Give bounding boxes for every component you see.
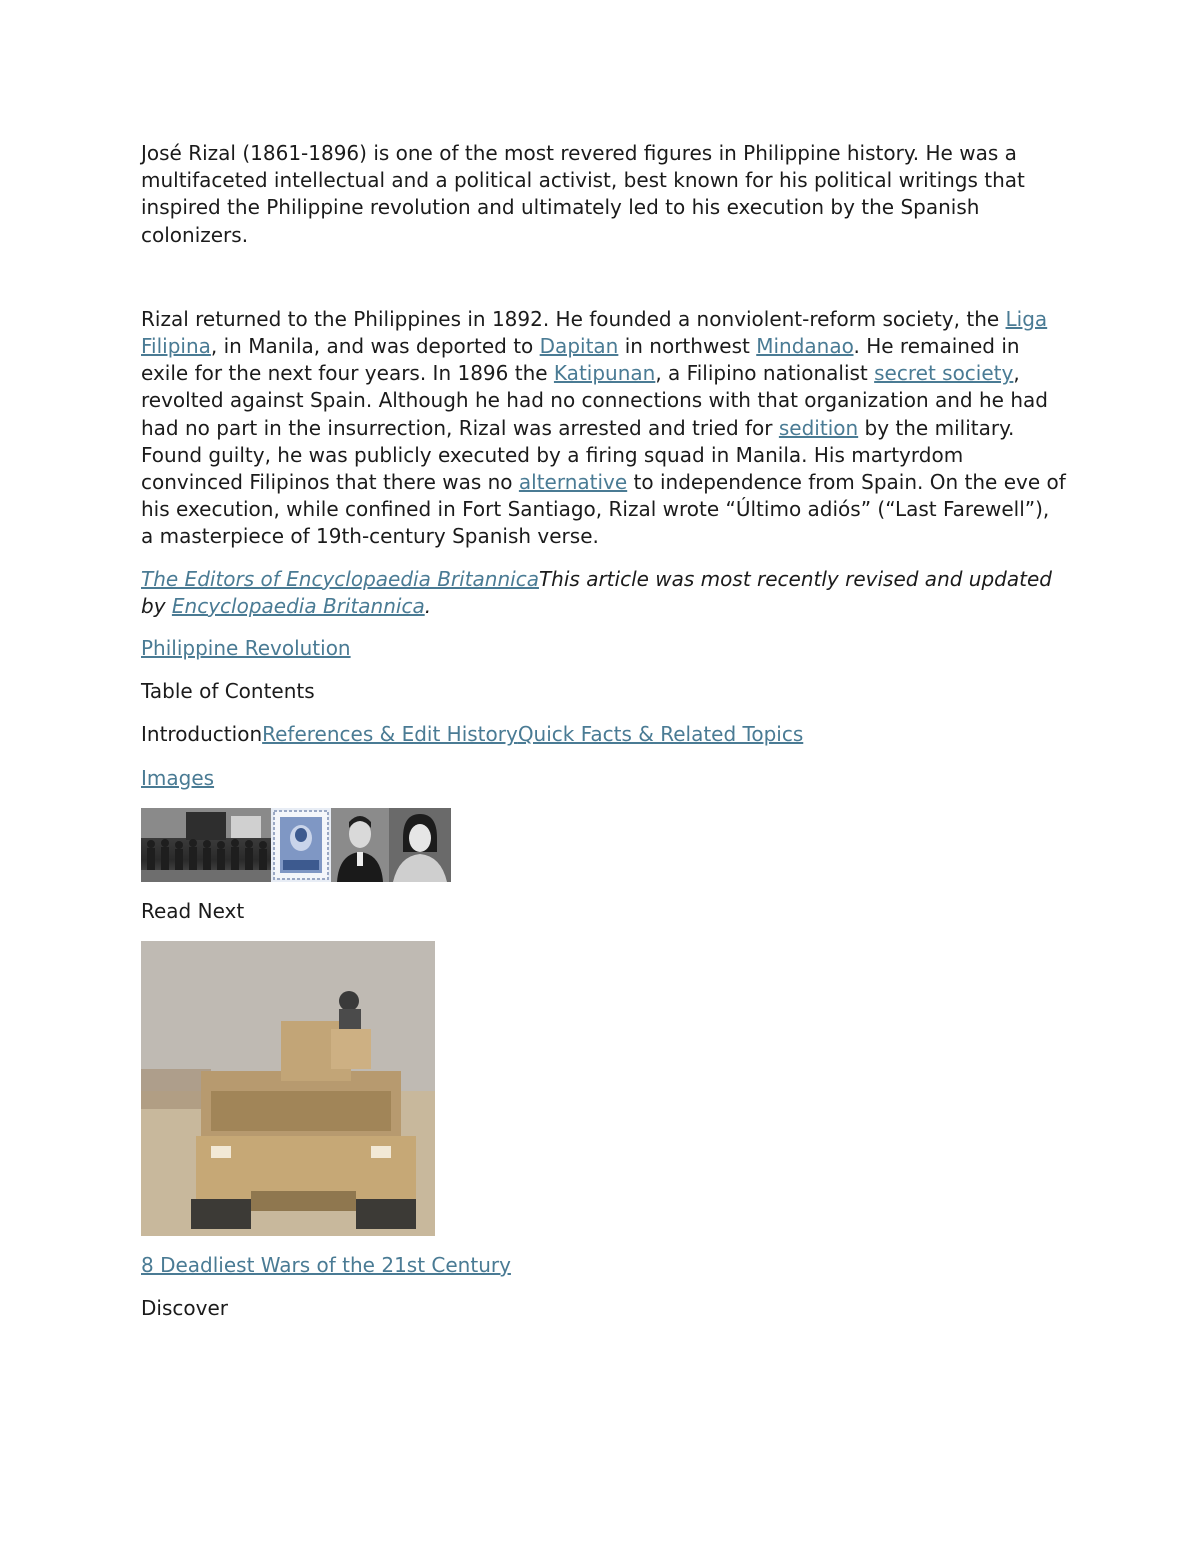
discover-heading: Discover <box>141 1296 228 1321</box>
attribution <box>141 566 1066 620</box>
body-text: Rizal returned to the Philippines in 1892. He founded a nonviolent-reform society, the <box>141 306 1006 331</box>
britannica-link[interactable]: Encyclopaedia Britannica <box>171 593 425 618</box>
attribution-text: This article was most recently revised and updated by <box>141 566 1052 618</box>
attribution-period: . <box>424 593 432 618</box>
rizal-portrait-thumbnail[interactable] <box>331 808 389 882</box>
woman-portrait-image <box>389 808 451 882</box>
read-next-article <box>141 1252 1066 1279</box>
editors-link[interactable]: The Editors of Encyclopaedia Britannica <box>141 566 539 591</box>
toc-introduction: Introduction <box>141 722 263 747</box>
body-paragraph <box>141 306 1066 551</box>
alternative-link[interactable]: alternative <box>518 470 628 495</box>
tank-image[interactable] <box>141 941 435 1236</box>
stamp-thumbnail[interactable] <box>271 808 331 882</box>
dapitan-link[interactable]: Dapitan <box>539 334 619 359</box>
quick-facts-link[interactable]: Quick Facts & Related Topics <box>517 722 804 747</box>
woman-portrait-thumbnail[interactable] <box>389 808 451 882</box>
liga-filipina-link[interactable]: Liga Filipina <box>141 306 1048 359</box>
secret-society-link[interactable]: secret society <box>874 361 1014 386</box>
katipunan-link[interactable]: Katipunan <box>553 361 656 386</box>
body-text: , revolted against Spain. Although he had no connections with that organization and he had had no part in the insurrection, Rizal was arrested and tried for <box>141 361 1048 440</box>
body-text: to independence from Spain. On the eve of his execution, while confined in Fort Santiago, Rizal wrote “Último adiós” (“Last Farewell”), a masterpiece of 19th-century Spanish verse. <box>141 470 1066 549</box>
article-page <box>141 140 1066 1322</box>
sedition-link[interactable]: sedition <box>778 415 859 440</box>
body-text: , a Filipino nationalist <box>655 361 875 386</box>
body-text: . He remained in exile for the next four years. In 1896 the <box>141 334 1020 386</box>
group-photo-image <box>141 808 271 882</box>
deadliest-wars-link[interactable]: 8 Deadliest Wars of the 21st Century <box>141 1253 511 1278</box>
rizal-portrait-image <box>331 808 389 882</box>
body-text: , in Manila, and was deported to <box>210 334 540 359</box>
images-link[interactable]: Images <box>141 765 215 790</box>
stamp-image <box>271 808 331 882</box>
read-next-heading: Read Next <box>141 898 245 923</box>
toc-heading: Table of Contents <box>141 679 315 704</box>
body-text: in northwest <box>618 334 757 359</box>
intro-paragraph: José Rizal (1861-1896) is one of the most revered figures in Philippine history. He was a multifaceted intellectual and a political activist, best known for his political writings that inspired the Philippine revolution and ultimately led to his execution by the Spanish colonizers. <box>141 141 1025 247</box>
images-section <box>141 765 1066 792</box>
image-thumbnails <box>141 808 1066 882</box>
group-photo-thumbnail[interactable] <box>141 808 271 882</box>
tank-illustration <box>141 941 435 1236</box>
toc-row <box>141 721 1066 748</box>
body-text: by the military. Found guilty, he was publicly executed by a firing squad in Manila. His martyrdom convinced Filipinos that there was no <box>141 415 1015 495</box>
related-topic <box>141 635 1066 662</box>
mindanao-link[interactable]: Mindanao <box>756 334 854 359</box>
philippine-revolution-link[interactable]: Philippine Revolution <box>141 636 351 661</box>
references-link[interactable]: References & Edit History <box>262 722 518 747</box>
